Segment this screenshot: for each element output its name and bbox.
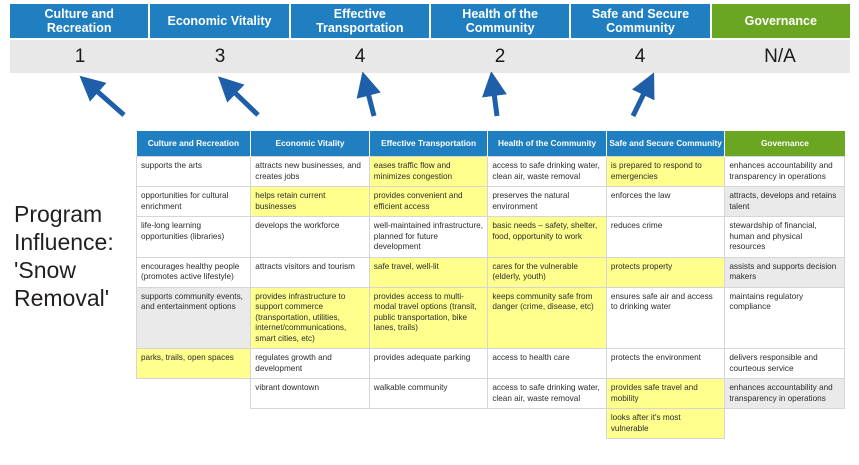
matrix-cell[interactable]: looks after it's most vulnerable [606, 409, 725, 439]
matrix-cell[interactable]: provides infrastructure to support commerce (transportation, utilities, internet/communications, smart cities, etc) [251, 287, 370, 349]
matrix-cell[interactable]: enforces the law [606, 187, 725, 217]
matrix-cell[interactable]: stewardship of financial, human and physical resources [725, 217, 845, 258]
matrix-header-culture-and-recreation[interactable]: Culture and Recreation [137, 131, 251, 157]
matrix-cell[interactable]: assists and supports decision makers [725, 257, 845, 287]
matrix-cell-empty [137, 379, 251, 409]
matrix-cell[interactable]: vibrant downtown [251, 379, 370, 409]
scorecard-header-safe-and-secure-community[interactable] [571, 4, 711, 38]
scorecard-value-culture-and-recreation: 1 [74, 45, 86, 67]
scorecard-header-row [10, 4, 850, 38]
matrix-cell-empty [488, 409, 607, 439]
matrix-cell[interactable]: basic needs – safety, shelter, food, opportunity to work [488, 217, 607, 258]
matrix-cell-empty [251, 409, 370, 439]
matrix-cell[interactable]: protects the environment [606, 349, 725, 379]
matrix-cell[interactable]: protects property [606, 257, 725, 287]
matrix-header-governance[interactable]: Governance [725, 131, 845, 157]
arrow-up-left-icon [228, 86, 258, 115]
matrix-cell[interactable]: provides access to multi-modal travel options (transit, public transportation, bike lanes, trails) [369, 287, 488, 349]
scorecard-header-label: Health of the Community [462, 6, 538, 35]
matrix-cell[interactable]: access to safe drinking water, clean air, waste removal [488, 379, 607, 409]
matrix-header-health-of-the-community[interactable]: Health of the Community [488, 131, 607, 157]
matrix-cell[interactable]: maintains regulatory compliance [725, 287, 845, 349]
scorecard-header-governance[interactable] [712, 4, 850, 38]
matrix-cell[interactable]: eases traffic flow and minimizes congestion [369, 157, 488, 187]
scorecard-value-health-of-the-community: 2 [494, 45, 506, 67]
scorecard-value-row [10, 38, 850, 73]
matrix-header-safe-and-secure-community[interactable]: Safe and Secure Community [606, 131, 725, 157]
matrix-cell-empty [369, 409, 488, 439]
matrix-cell[interactable]: enhances accountability and transparency in operations [725, 157, 845, 187]
matrix-cell[interactable]: provides safe travel and mobility [606, 379, 725, 409]
matrix-cell[interactable]: safe travel, well-lit [369, 257, 488, 287]
matrix-cell-empty [137, 409, 251, 439]
matrix-cell[interactable]: regulates growth and development [251, 349, 370, 379]
matrix-cell[interactable]: helps retain current businesses [251, 187, 370, 217]
arrow-up-left-icon [90, 85, 124, 115]
matrix-header-effective-transportation[interactable]: Effective Transportation [369, 131, 488, 157]
matrix-cell[interactable]: is prepared to respond to emergencies [606, 157, 725, 187]
scorecard-header-label: Effective Transportation [316, 6, 404, 35]
arrow-up-right-icon [633, 85, 648, 116]
scorecard-header-label: Culture and Recreation [44, 6, 114, 35]
matrix-cell[interactable]: provides adequate parking [369, 349, 488, 379]
scorecard-value-effective-transportation: 4 [354, 45, 366, 67]
scorecard-header-label: Safe and Secure Community [591, 6, 690, 35]
matrix-cell-empty [725, 409, 845, 439]
matrix-cell[interactable]: attracts, develops and retains talent [725, 187, 845, 217]
matrix-cell[interactable]: attracts new businesses, and creates jobs [251, 157, 370, 187]
matrix-cell[interactable]: ensures safe air and access to drinking water [606, 287, 725, 349]
matrix-cell[interactable]: well-maintained infrastructure, planned for future development [369, 217, 488, 258]
program-influence-label: Program Influence: 'Snow Removal' [14, 201, 114, 312]
matrix-header-economic-vitality[interactable]: Economic Vitality [251, 131, 370, 157]
matrix-cell[interactable]: enhances accountability and transparency in operations [725, 379, 845, 409]
arrow-up-icon [366, 85, 374, 116]
matrix-body [137, 157, 845, 439]
scorecard-value-safe-and-secure-community: 4 [634, 45, 646, 67]
scorecard [10, 4, 850, 73]
scorecard-header-label: Governance [744, 13, 817, 28]
scorecard-header-effective-transportation[interactable] [291, 4, 431, 38]
matrix-cell[interactable]: walkable community [369, 379, 488, 409]
matrix-cell[interactable]: supports the arts [137, 157, 251, 187]
matrix-cell[interactable]: life-long learning opportunities (libraries) [137, 217, 251, 258]
matrix-cell[interactable]: attracts visitors and tourism [251, 257, 370, 287]
matrix-cell[interactable]: keeps community safe from danger (crime, disease, etc) [488, 287, 607, 349]
matrix-cell[interactable]: provides convenient and efficient access [369, 187, 488, 217]
matrix-row [137, 379, 845, 409]
matrix-row [137, 157, 845, 187]
scorecard-value-economic-vitality: 3 [214, 45, 226, 67]
matrix-row [137, 349, 845, 379]
arrow-up-icon [493, 85, 497, 116]
matrix-cell[interactable]: supports community events, and entertainment options [137, 287, 251, 349]
matrix-row [137, 409, 845, 439]
scorecard-header-label: Economic Vitality [167, 13, 272, 28]
matrix-cell[interactable]: develops the workforce [251, 217, 370, 258]
matrix-row [137, 187, 845, 217]
matrix-cell[interactable]: cares for the vulnerable (elderly, youth) [488, 257, 607, 287]
influence-matrix [136, 131, 845, 439]
matrix-row [137, 257, 845, 287]
arrow-group [0, 72, 859, 134]
matrix-cell[interactable]: access to safe drinking water, clean air, waste removal [488, 157, 607, 187]
matrix-cell[interactable]: opportunities for cultural enrichment [137, 187, 251, 217]
matrix-cell[interactable]: preserves the natural environment [488, 187, 607, 217]
scorecard-value-governance: N/A [764, 45, 796, 67]
matrix-header-row [137, 131, 845, 157]
matrix-cell[interactable]: encourages healthy people (promotes active lifestyle) [137, 257, 251, 287]
matrix-cell[interactable]: access to health care [488, 349, 607, 379]
matrix-row [137, 217, 845, 258]
scorecard-header-health-of-the-community[interactable] [431, 4, 571, 38]
matrix-row [137, 287, 845, 349]
matrix-cell[interactable]: parks, trails, open spaces [137, 349, 251, 379]
scorecard-header-economic-vitality[interactable] [150, 4, 290, 38]
scorecard-header-culture-and-recreation[interactable] [10, 4, 150, 38]
matrix-cell[interactable]: delivers responsible and courteous service [725, 349, 845, 379]
matrix-cell[interactable]: reduces crime [606, 217, 725, 258]
